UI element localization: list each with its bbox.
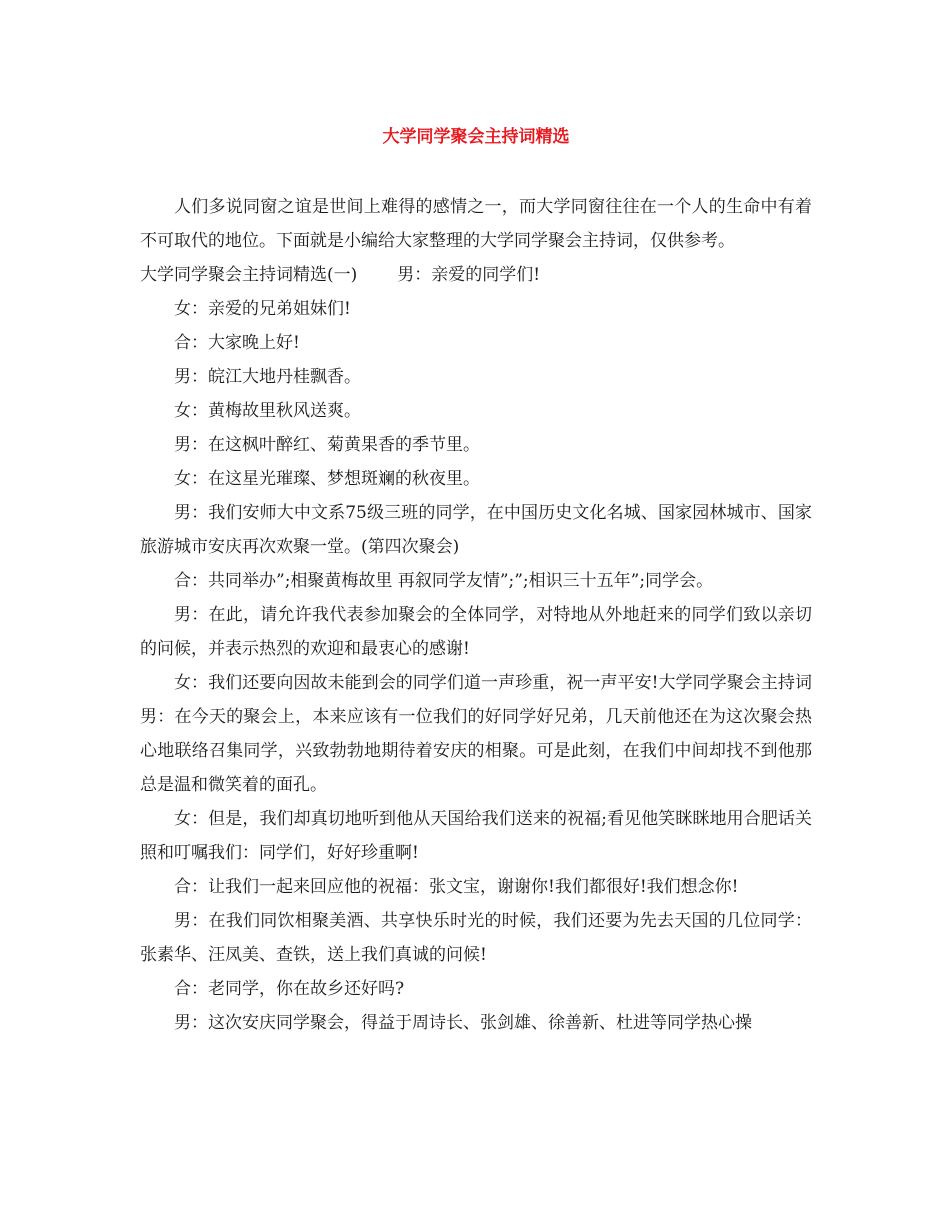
dialogue-paragraph: 合：老同学，你在故乡还好吗?	[174, 979, 405, 999]
dialogue-paragraph: 女：亲爱的兄弟姐妹们!	[174, 299, 351, 319]
dialogue-paragraph: 男：我们安师大中文系75级三班的同学，在中国历史文化名城、国家园林城市、国家旅游城市安庆再次欢聚一堂。(第四次聚会)	[140, 503, 812, 557]
dialogue-paragraph: 女：在这星光璀璨、梦想斑斓的秋夜里。	[174, 469, 480, 489]
document-title: 大学同学聚会主持词精选	[382, 127, 570, 147]
dialogue-paragraph: 男：这次安庆同学聚会，得益于周诗长、张剑雄、徐善新、杜进等同学热心操	[174, 1013, 752, 1033]
dialogue-paragraph: 合：共同举办”;相聚黄梅故里 再叙同学友情”;”;相识三十五年”;同学会。	[174, 571, 714, 591]
dialogue-paragraph: 合：让我们一起来回应他的祝福：张文宝，谢谢你!我们都很好!我们想念你!	[174, 877, 739, 897]
dialogue-paragraph: 男：皖江大地丹桂飘香。	[174, 367, 361, 387]
dialogue-paragraph: 女：黄梅故里秋风送爽。	[174, 401, 361, 421]
dialogue-paragraph: 男：在我们同饮相聚美酒、共享快乐时光的时候，我们还要为先去天国的几位同学：张素华、汪凤美、查铁，送上我们真诚的问候!	[140, 911, 812, 965]
section-heading: 大学同学聚会主持词精选(一)	[140, 265, 358, 285]
intro-paragraph: 人们多说同窗之谊是世间上难得的感情之一，而大学同窗往往在一个人的生命中有着不可取代的地位。下面就是小编给大家整理的大学同学聚会主持词，仅供参考。	[140, 197, 812, 251]
dialogue-paragraph: 女：但是，我们却真切地听到他从天国给我们送来的祝福;看见他笑眯眯地用合肥话关照和叮嘱我们：同学们，好好珍重啊!	[140, 809, 812, 863]
section-first-line: 男：亲爱的同学们!	[397, 265, 541, 285]
dialogue-paragraph: 合：大家晚上好!	[174, 333, 300, 353]
document-body	[140, 190, 812, 1040]
dialogue-paragraph: 男：在此，请允许我代表参加聚会的全体同学，对特地从外地赶来的同学们致以亲切的问候，并表示热烈的欢迎和最衷心的感谢!	[140, 605, 812, 659]
dialogue-paragraph: 男：在这枫叶醉红、菊黄果香的季节里。	[174, 435, 480, 455]
section-heading-line	[140, 258, 812, 292]
dialogue-paragraph: 女：我们还要向因故未能到会的同学们道一声珍重，祝一声平安!大学同学聚会主持词男：在今天的聚会上，本来应该有一位我们的好同学好兄弟，几天前他还在为这次聚会热心地联络召集同学，兴致勃勃地期待着安庆的相聚。可是此刻，在我们中间却找不到他那总是温和微笑着的面孔。	[140, 673, 812, 795]
